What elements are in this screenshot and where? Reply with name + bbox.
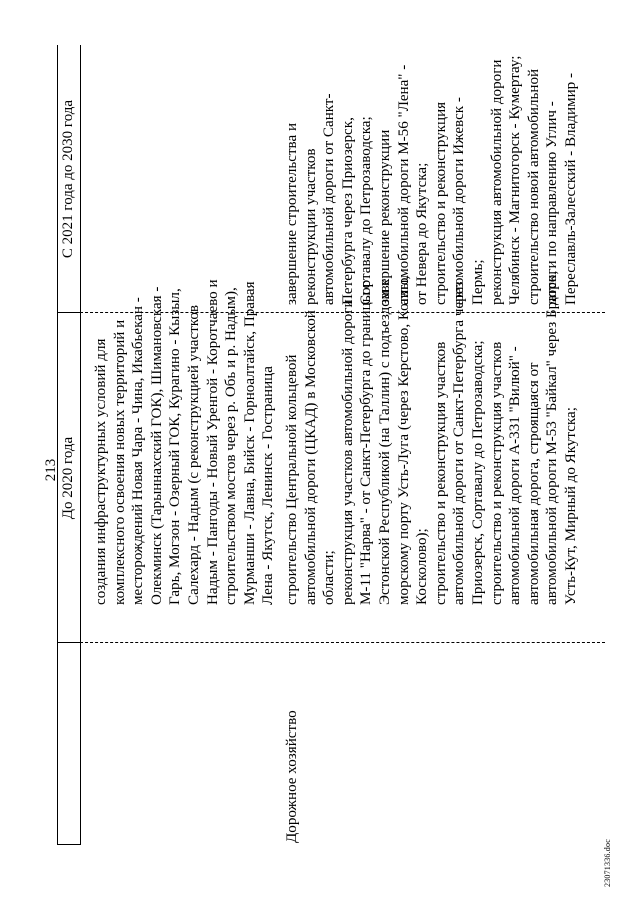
- text-line: строительство и реконструкция: [432, 101, 449, 305]
- text-line: реконструкция автомобильной дороги: [488, 59, 505, 305]
- row1-col2-text: [92, 279, 278, 605]
- column-guide-1: [80, 642, 605, 643]
- text-line: строительство и реконструкция участков: [432, 341, 449, 605]
- text-line: дороги по направлению Углич -: [544, 101, 561, 305]
- text-line: месторождений Новая Чара - Чина, Икабьекан -: [130, 297, 147, 605]
- text-line: Приозерск, Сортавалу до Петрозаводска;: [469, 340, 486, 605]
- text-line: морскому порту Усть-Луга (через Керстово, Котлы,: [395, 275, 412, 605]
- row2-col3-text: [283, 56, 581, 305]
- text-line: Петербурга через Приозерск,: [339, 117, 356, 305]
- text-line: автомобильной дороги М-56 "Лена" -: [395, 64, 412, 305]
- text-line: комплексного освоения новых территорий и: [111, 319, 128, 605]
- text-line: Гарь, Могзон - Озерный ГОК, Курагино - Кызыл,: [167, 288, 184, 605]
- text-line: автомобильной дороги Ижевск -: [451, 97, 468, 305]
- text-line: создания инфраструктурных условий для: [93, 338, 109, 605]
- text-line: реконструкции участков: [302, 148, 319, 305]
- text-line: автомобильной дороги от Санкт-Петербурга через: [451, 281, 468, 605]
- header-col-until-2020: До 2020 года: [60, 436, 76, 520]
- text-line: строительство новой автомобильной: [525, 68, 542, 305]
- text-line: Усть-Кут, Мирный до Якутска;: [562, 407, 579, 605]
- text-line: автомобильной дороги М-53 "Байкал" через Братск,: [544, 270, 561, 605]
- page-number: 213: [43, 458, 59, 482]
- text-line: Сортавалу до Петрозаводска;: [358, 116, 375, 305]
- table-top-border: [57, 45, 58, 845]
- text-line: завершение реконструкции: [376, 129, 393, 305]
- header-left-border: [57, 844, 80, 845]
- text-line: Эстонской Республикой (на Таллин) с подъездом к: [376, 278, 393, 605]
- text-line: Олекминск (Тарыннахский ГОК), Шимановская -: [148, 286, 165, 605]
- text-line: от Невера до Якутска;: [414, 162, 431, 305]
- row2-category: Дорожное хозяйство: [284, 710, 300, 843]
- text-line: Салехард - Надым (с реконструкцией участков: [185, 304, 202, 605]
- text-line: реконструкция участков автомобильной дороги: [339, 299, 356, 605]
- header-bottom-border: [80, 45, 81, 845]
- text-line: автомобильной дороги (ЦКАД) в Московской: [302, 310, 319, 605]
- text-line: автомобильной дороги А-331 "Вилюй" -: [507, 346, 524, 605]
- text-line: завершение строительства и: [284, 122, 300, 305]
- text-line: Челябинск - Магнитогорск - Кумертау;: [507, 55, 524, 305]
- text-line: автомобильная дорога, строящаяся от: [525, 362, 542, 605]
- text-line: М-11 "Нарва" - от Санкт-Петербурга до границы с: [358, 281, 375, 605]
- header-col-2021-2030: С 2021 года до 2030 года: [60, 99, 76, 259]
- text-line: Лена - Якутск, Ленинск - Гостраница: [260, 366, 277, 605]
- text-line: Переславль-Залесский - Владимир -: [562, 72, 579, 305]
- text-line: Пермь;: [469, 259, 486, 305]
- document-filename: 23071336.doc: [603, 839, 612, 887]
- text-line: Надым - Пангоды - Новый Уренгой - Коротчаево и: [204, 279, 221, 605]
- text-line: строительство и реконструкция участков: [488, 341, 505, 605]
- text-line: области;: [321, 550, 338, 605]
- text-line: строительство Центральной кольцевой: [284, 354, 300, 605]
- text-line: Мурманши - Лавна, Бийск - Горноалтайск, Правая: [241, 281, 258, 605]
- text-line: Косколово);: [414, 528, 431, 605]
- text-line: строительством мостов через р. Обь и р. Надым),: [223, 287, 240, 605]
- row2-col2-text: [283, 271, 581, 605]
- text-line: автомобильной дороги от Санкт-: [321, 93, 338, 305]
